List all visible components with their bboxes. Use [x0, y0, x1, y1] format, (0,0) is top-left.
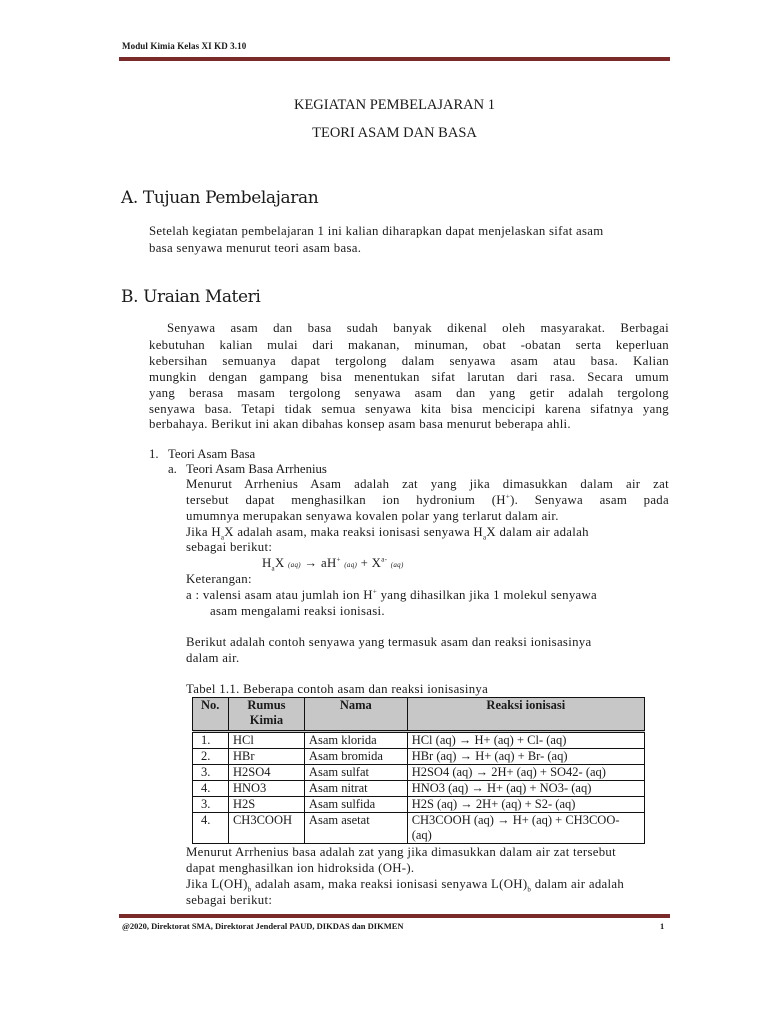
- col-header-no: No.: [193, 698, 229, 732]
- cell-name: Asam sulfida: [304, 797, 407, 813]
- page-title: KEGIATAN PEMBELAJARAN 1: [293, 97, 496, 113]
- contoh-line-1: Berikut adalah contoh senyawa yang termasuk asam dan reaksi ionisasinya: [186, 635, 592, 649]
- table-row: [193, 781, 645, 797]
- section-a-line-1: Setelah kegiatan pembelajaran 1 ini kalian diharapkan dapat menjelaskan sifat asam: [149, 224, 604, 238]
- basa-line-4: sebagai berikut:: [186, 893, 273, 907]
- cell-name: Asam asetat: [304, 813, 407, 844]
- table-caption: Tabel 1.1. Beberapa contoh asam dan reaksi ionisasinya: [186, 682, 489, 696]
- section-a-heading: A. Tujuan Pembelajaran: [121, 188, 319, 208]
- arrhenius-line-2: tersebut dapat menghasilkan ion hydronium (H+). Senyawa asam pada: [186, 492, 669, 507]
- cell-no: 1.: [193, 732, 229, 749]
- basa-line-2: dapat menghasilkan ion hidroksida (OH-).: [186, 861, 415, 875]
- basa-line-1: Menurut Arrhenius basa adalah zat yang jika dimasukkan dalam air zat tersebut: [186, 845, 616, 859]
- cell-reaction: HNO3 (aq) → H+ (aq) + NO3- (aq): [407, 781, 644, 797]
- col-header-reaksi: Reaksi ionisasi: [407, 698, 644, 732]
- item-1a-number: a.: [168, 462, 177, 476]
- col-header-nama: Nama: [304, 698, 407, 732]
- table-row: [193, 749, 645, 765]
- cell-formula: CH3COOH: [228, 813, 304, 844]
- cell-no: 2.: [193, 749, 229, 765]
- cell-name: Asam sulfat: [304, 765, 407, 781]
- cell-reaction: H2SO4 (aq) → 2H+ (aq) + SO42- (aq): [407, 765, 644, 781]
- intro-line-5: yang berasa masam tergolong senyawa asam dan yang getir adalah tergolong: [149, 386, 669, 400]
- arrhenius-line-4: Jika $H_aX$ adalah asam, maka reaksi ionisasi senyawa $H_aX$ dalam air adalah: [186, 525, 589, 542]
- page-subtitle: TEORI ASAM DAN BASA: [312, 125, 477, 141]
- table-row: [193, 732, 645, 749]
- acid-ionization-equation: $H_aX$ (aq) → aH+ $(aq) + X^{a-}$ (aq): [262, 555, 404, 573]
- module-header: Modul Kimia Kelas XI KD 3.10: [122, 41, 247, 51]
- cell-reaction: HBr (aq) → H+ (aq) + Br- (aq): [407, 749, 644, 765]
- cell-formula: HCl: [228, 732, 304, 749]
- keterangan-a-line-1: a : valensi asam atau jumlah ion H+ yang dihasilkan jika 1 molekul senyawa: [186, 587, 598, 602]
- section-b-heading: B. Uraian Materi: [121, 287, 261, 307]
- cell-reaction: HCl (aq) → H+ (aq) + Cl- (aq): [407, 732, 644, 749]
- cell-no: 4.: [193, 813, 229, 844]
- basa-line-3: Jika $L(OH)_b$ adalah asam, maka reaksi ionisasi senyawa $L(OH)_b$ dalam air adalah: [186, 877, 625, 894]
- cell-no: 3.: [193, 797, 229, 813]
- col-header-rumus: Rumus Kimia: [228, 698, 304, 732]
- section-a-line-2: basa senyawa menurut teori asam basa.: [149, 241, 362, 255]
- table-row: [193, 765, 645, 781]
- item-1-number: 1.: [149, 447, 159, 461]
- arrhenius-line-1: Menurut Arrhenius Asam adalah zat yang jika dimasukkan dalam air zat: [186, 477, 669, 491]
- table-header-row: [193, 698, 645, 732]
- intro-line-3: kebersihan semuanya dapat tergolong dalam senyawa asam atau basa. Kalian: [149, 354, 669, 368]
- intro-line-7: berbahaya. Berikut ini akan dibahas konsep asam basa menurut beberapa ahli.: [149, 417, 571, 431]
- item-1-heading: Teori Asam Basa: [168, 447, 256, 461]
- keterangan-a-line-2: asam mengalami reaksi ionisasi.: [210, 604, 385, 618]
- arrhenius-line-3: umumnya merupakan senyawa kovalen polar yang terlarut dalam air.: [186, 509, 559, 523]
- cell-reaction: CH3COOH (aq) → H+ (aq) + CH3COO- (aq): [407, 813, 644, 844]
- contoh-line-2: dalam air.: [186, 651, 240, 665]
- intro-line-4: mungkin dengan gampang bisa menentukan sifat larutan dari rasa. Secara umum: [149, 370, 669, 384]
- table-row: [193, 813, 645, 844]
- cell-no: 4.: [193, 781, 229, 797]
- cell-formula: H2S: [228, 797, 304, 813]
- intro-line-1: Senyawa asam dan basa sudah banyak dikenal oleh masyarakat. Berbagai: [167, 321, 669, 335]
- header-rule: [119, 57, 670, 61]
- intro-line-6: senyawa basa. Tetapi tidak semua senyawa kita bisa mencicipi karena sifatnya yang: [149, 402, 669, 416]
- acid-examples-table: [192, 697, 645, 844]
- table-row: [193, 797, 645, 813]
- cell-reaction: H2S (aq) → 2H+ (aq) + S2- (aq): [407, 797, 644, 813]
- cell-name: Asam klorida: [304, 732, 407, 749]
- cell-formula: HNO3: [228, 781, 304, 797]
- footer-rule: [119, 914, 670, 918]
- cell-no: 3.: [193, 765, 229, 781]
- cell-formula: HBr: [228, 749, 304, 765]
- item-1a-heading: Teori Asam Basa Arrhenius: [186, 462, 327, 476]
- keterangan-label: Keterangan:: [186, 572, 252, 586]
- intro-line-2: kebutuhan kalian mulai dari makanan, minuman, obat -obatan serta keperluan: [149, 338, 669, 352]
- page-number: 1: [660, 921, 665, 931]
- cell-name: Asam bromida: [304, 749, 407, 765]
- cell-formula: H2SO4: [228, 765, 304, 781]
- arrhenius-line-5: sebagai berikut:: [186, 540, 273, 554]
- footer-copyright: @2020, Direktorat SMA, Direktorat Jenderal PAUD, DIKDAS dan DIKMEN: [122, 921, 404, 931]
- cell-name: Asam nitrat: [304, 781, 407, 797]
